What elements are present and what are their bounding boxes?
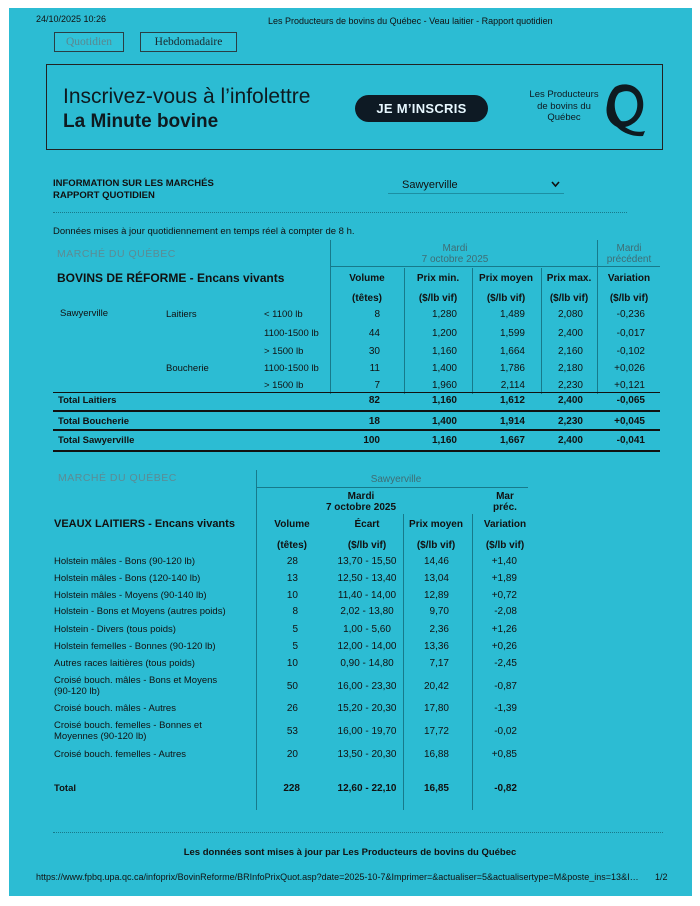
veaux-cell-prix: 13,36	[423, 641, 449, 652]
col-divider	[404, 268, 405, 394]
reforme-cell: 2,180	[557, 363, 583, 374]
tab-hebdomadaire[interactable]: Hebdomadaire	[140, 32, 237, 52]
veaux-cell-variation: +0,72	[491, 590, 517, 601]
veaux-cell-volume: 50	[286, 681, 298, 692]
veaux-cell-prix: 17,72	[423, 726, 449, 737]
site-select-value: Sawyerville	[402, 179, 458, 191]
reforme-cell: 1,200	[431, 328, 457, 339]
newsletter-banner	[46, 64, 663, 150]
veaux-cell-volume: 28	[286, 556, 298, 567]
col-divider	[330, 240, 331, 394]
veaux-col-header: Écart	[354, 519, 380, 530]
veaux-date-day: Mardi	[347, 491, 375, 502]
veaux-col-header: Variation	[483, 519, 527, 530]
reforme-total-rule	[53, 429, 660, 431]
reforme-total-cell: 18	[368, 416, 380, 427]
subscribe-button[interactable]: JE M’INSCRIS	[355, 95, 488, 122]
print-datetime: 24/10/2025 10:26	[36, 14, 107, 24]
veaux-cell-prix: 14,46	[423, 556, 449, 567]
reforme-total-cell: 82	[368, 395, 380, 406]
reforme-cell: 2,160	[557, 346, 583, 357]
veaux-cell-ecart: 0,90 - 14,80	[340, 658, 394, 669]
veaux-row-label: Autres races laitières (tous poids)	[54, 658, 195, 669]
reforme-cell: -0,102	[616, 346, 645, 357]
veaux-cell-volume: 8	[292, 606, 298, 617]
reforme-row-category: Laitiers	[166, 309, 197, 320]
tab-quotidien[interactable]: Quotidien	[54, 32, 124, 52]
veaux-cell-ecart: 15,20 - 20,30	[337, 703, 397, 714]
veaux-cell-ecart: 13,50 - 20,30	[337, 749, 397, 760]
veaux-col-header: Prix moyen	[409, 519, 463, 530]
veaux-cell-prix: 7,17	[429, 658, 449, 669]
reforme-cell: 8	[374, 309, 380, 320]
reforme-row-weight: 1100-1500 lb	[264, 328, 319, 339]
logo-line-1: Les Producteurs	[529, 89, 599, 100]
reforme-cell: 1,786	[499, 363, 525, 374]
reforme-total-cell: 2,400	[557, 395, 583, 406]
reforme-market-label: MARCHÉ DU QUÉBEC	[57, 248, 176, 260]
reforme-cell: +0,121	[614, 380, 645, 391]
col-divider	[472, 514, 473, 810]
reforme-header-rule	[330, 266, 660, 267]
reforme-col-header: Prix min.	[416, 273, 460, 284]
veaux-cell-volume: 5	[292, 641, 298, 652]
reforme-total-label: Total Sawyerville	[58, 435, 135, 446]
veaux-cell-variation: +1,40	[491, 556, 517, 567]
veaux-cell-prix: 16,88	[423, 749, 449, 760]
print-title: Les Producteurs de bovins du Québec - Veau laitier - Rapport quotidien	[268, 16, 553, 26]
site-select[interactable]	[388, 177, 564, 194]
reforme-total-cell: 2,400	[557, 435, 583, 446]
veaux-col-unit: ($/lb vif)	[347, 540, 387, 551]
reforme-cell: 2,080	[557, 309, 583, 320]
reforme-total-cell: 1,612	[499, 395, 525, 406]
veaux-cell-volume: 53	[286, 726, 298, 737]
reforme-total-rule	[53, 410, 660, 412]
veaux-prev-label: préc.	[493, 502, 517, 513]
reforme-total-rule	[53, 392, 660, 393]
reforme-col-header: Prix moyen	[479, 273, 533, 284]
reforme-col-unit: (têtes)	[351, 293, 382, 304]
veaux-col-unit: (têtes)	[276, 540, 307, 551]
reforme-col-unit: ($/lb vif)	[486, 293, 526, 304]
veaux-cell-prix: 9,70	[429, 606, 449, 617]
reforme-total-cell: 100	[363, 435, 380, 446]
veaux-cell-volume: 10	[286, 590, 298, 601]
reforme-row-weight: > 1500 lb	[264, 380, 304, 391]
col-divider	[256, 470, 257, 810]
veaux-cell-variation: +1,26	[491, 624, 517, 635]
section-divider	[53, 212, 627, 213]
veaux-cell-volume: 13	[286, 573, 298, 584]
veaux-col-unit: ($/lb vif)	[485, 540, 525, 551]
veaux-title: VEAUX LAITIERS - Encans vivants	[54, 518, 235, 530]
veaux-cell-variation: +1,89	[491, 573, 517, 584]
reforme-cell: 1,400	[431, 363, 457, 374]
veaux-row-label: Holstein - Bons et Moyens (autres poids)	[54, 606, 226, 617]
reforme-cell: 44	[368, 328, 380, 339]
veaux-date: 7 octobre 2025	[325, 502, 397, 513]
reforme-col-header: Prix max.	[546, 273, 592, 284]
veaux-total-label: Total	[54, 783, 76, 794]
reforme-col-header: Variation	[607, 273, 651, 284]
reforme-col-unit: ($/lb vif)	[609, 293, 649, 304]
reforme-site: Sawyerville	[60, 308, 109, 319]
veaux-cell-variation: -0,87	[494, 681, 517, 692]
veaux-cell-ecart: 16,00 - 23,30	[337, 681, 397, 692]
veaux-cell-volume: 20	[286, 749, 298, 760]
veaux-cell-ecart: 16,00 - 19,70	[337, 726, 397, 737]
veaux-cell-ecart: 1,00 - 5,60	[343, 624, 391, 635]
reforme-total-rule	[53, 450, 660, 452]
veaux-row-label-2: Moyennes (90-120 lb)	[54, 731, 147, 742]
veaux-cell-volume: 5	[292, 624, 298, 635]
veaux-cell-ecart: 12,50 - 13,40	[337, 573, 397, 584]
reforme-cell: 2,230	[557, 380, 583, 391]
reforme-cell: 2,114	[500, 380, 525, 391]
reforme-cell: 1,599	[499, 328, 525, 339]
veaux-cell-prix: 20,42	[423, 681, 449, 692]
veaux-cell-ecart: 2,02 - 13,80	[340, 606, 394, 617]
reforme-total-cell: +0,045	[614, 416, 645, 427]
veaux-total-ecart: 12,60 - 22,10	[337, 783, 397, 794]
veaux-cell-ecart: 11,40 - 14,00	[337, 590, 397, 601]
veaux-cell-variation: -2,08	[494, 606, 517, 617]
reforme-cell: 1,664	[499, 346, 525, 357]
veaux-cell-volume: 10	[286, 658, 298, 669]
reforme-cell: 1,960	[431, 380, 457, 391]
reforme-cell: 1,489	[499, 309, 525, 320]
reforme-row-category: Boucherie	[166, 363, 209, 374]
reforme-col-unit: ($/lb vif)	[549, 293, 589, 304]
reforme-cell: 1,160	[431, 346, 457, 357]
reforme-total-cell: 1,160	[431, 395, 457, 406]
q-logo-icon	[601, 79, 649, 139]
reforme-date: 7 octobre 2025	[421, 254, 489, 265]
reforme-row-weight: 1100-1500 lb	[264, 363, 319, 374]
veaux-cell-prix: 13,04	[423, 573, 449, 584]
page-number: 1/2	[655, 872, 668, 882]
veaux-cell-variation: +0,26	[491, 641, 517, 652]
veaux-total-variation: -0,82	[494, 783, 517, 794]
info-heading: INFORMATION SUR LES MARCHÉS	[53, 178, 214, 189]
reforme-cell: 30	[368, 346, 380, 357]
veaux-row-label: Croisé bouch. femelles - Autres	[54, 749, 187, 760]
reforme-row-weight: > 1500 lb	[264, 346, 304, 357]
veaux-row-label: Holstein femelles - Bonnes (90-120 lb)	[54, 641, 216, 652]
veaux-cell-ecart: 12,00 - 14,00	[337, 641, 397, 652]
logo-line-3: Québec	[547, 112, 581, 123]
veaux-row-label: Croisé bouch. mâles - Autres	[54, 703, 176, 714]
footer-divider	[53, 832, 663, 833]
col-divider	[597, 240, 598, 394]
reforme-total-cell: -0,041	[616, 435, 645, 446]
veaux-cell-prix: 17,80	[423, 703, 449, 714]
veaux-row-label: Croisé bouch. mâles - Bons et Moyens	[54, 675, 218, 686]
veaux-col-header: Volume	[274, 519, 310, 530]
chevron-down-icon	[551, 181, 560, 188]
veaux-cell-prix: 12,89	[423, 590, 449, 601]
reforme-total-cell: 1,914	[499, 416, 525, 427]
veaux-row-label-2: (90-120 lb)	[54, 686, 100, 697]
reforme-cell: -0,017	[616, 328, 645, 339]
veaux-market-label: MARCHÉ DU QUÉBEC	[58, 472, 177, 484]
reforme-cell: +0,026	[614, 363, 645, 374]
reforme-total-label: Total Boucherie	[58, 416, 130, 427]
veaux-row-label: Holstein - Divers (tous poids)	[54, 624, 176, 635]
veaux-cell-variation: +0,85	[491, 749, 517, 760]
veaux-total-prix: 16,85	[423, 783, 449, 794]
reforme-total-cell: 1,667	[499, 435, 525, 446]
report-heading: RAPPORT QUOTIDIEN	[53, 190, 155, 201]
reforme-total-cell: 2,230	[557, 416, 583, 427]
veaux-prev-day: Mar	[496, 491, 514, 502]
reforme-row-weight: < 1100 lb	[264, 309, 303, 320]
reforme-total-cell: -0,065	[616, 395, 645, 406]
banner-headline: Inscrivez-vous à l’infolettre	[63, 85, 311, 108]
footer-note: Les données sont mises à jour par Les Producteurs de bovins du Québec	[183, 847, 517, 858]
reforme-cell: 1,280	[431, 309, 457, 320]
reforme-cell: 7	[374, 380, 380, 391]
veaux-cell-variation: -2,45	[494, 658, 517, 669]
reforme-cell: -0,236	[616, 309, 645, 320]
veaux-cell-volume: 26	[286, 703, 298, 714]
veaux-site: Sawyerville	[370, 474, 422, 485]
update-note: Données mises à jour quotidiennement en temps réel à compter de 8 h.	[53, 226, 355, 237]
reforme-col-header: Volume	[349, 273, 385, 284]
veaux-cell-ecart: 13,70 - 15,50	[337, 556, 397, 567]
page-url: https://www.fpbq.upa.qc.ca/infoprix/BovinReforme/BRInfoPrixQuot.asp?date=2025-10-7&Imprimer=&actualiser=5&actualisertype=M&poste_ins=13&I…	[36, 872, 639, 882]
reforme-total-cell: 1,160	[431, 435, 457, 446]
reforme-title: BOVINS DE RÉFORME - Encans vivants	[57, 271, 285, 285]
veaux-row-label: Croisé bouch. femelles - Bonnes et	[54, 720, 202, 731]
veaux-col-unit: ($/lb vif)	[416, 540, 456, 551]
reforme-prev-label: précédent	[606, 254, 652, 265]
veaux-cell-variation: -1,39	[494, 703, 517, 714]
veaux-total-volume: 228	[283, 783, 300, 794]
reforme-cell: 11	[369, 363, 380, 374]
col-divider	[472, 268, 473, 394]
veaux-row-label: Holstein mâles - Bons (120-140 lb)	[54, 573, 201, 584]
banner-subheadline: La Minute bovine	[63, 111, 219, 132]
reforme-prev-day: Mardi	[616, 243, 642, 254]
reforme-date-day: Mardi	[442, 243, 468, 254]
reforme-total-cell: 1,400	[431, 416, 457, 427]
col-divider	[541, 268, 542, 394]
logo-text	[519, 89, 609, 124]
reforme-total-label: Total Laitiers	[58, 395, 117, 406]
reforme-cell: 2,400	[557, 328, 583, 339]
veaux-row-label: Holstein mâles - Moyens (90-140 lb)	[54, 590, 207, 601]
veaux-header-rule	[256, 487, 528, 488]
veaux-cell-variation: -0,02	[494, 726, 517, 737]
reforme-col-unit: ($/lb vif)	[418, 293, 458, 304]
veaux-row-label: Holstein mâles - Bons (90-120 lb)	[54, 556, 195, 567]
logo-line-2: de bovins du	[537, 100, 591, 112]
veaux-cell-prix: 2,36	[429, 624, 449, 635]
